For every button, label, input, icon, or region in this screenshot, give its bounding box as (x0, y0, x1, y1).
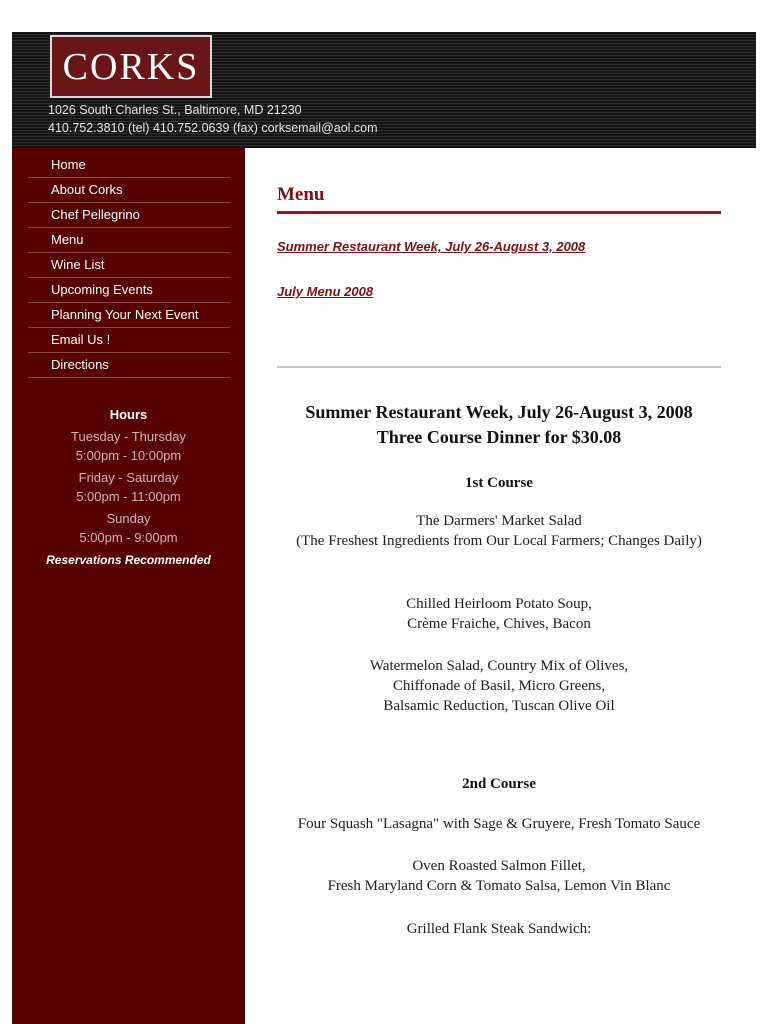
hours-days: Friday - Saturday (78, 470, 179, 485)
menu-item-line: Grilled Flank Steak Sandwich: (406, 921, 592, 937)
hours-time: 5:00pm - 9:00pm (79, 530, 178, 545)
hours-time: 5:00pm - 11:00pm (76, 489, 181, 504)
site-header (12, 32, 756, 148)
hours-title: Hours (109, 407, 148, 422)
menu-item (277, 919, 721, 939)
hours-time: 5:00pm - 10:00pm (75, 448, 182, 463)
nav-item-home[interactable]: Home (28, 153, 230, 178)
hours-section (12, 405, 245, 569)
menu-item (277, 594, 721, 634)
street-address: 1026 South Charles St., Baltimore, MD 21230 (48, 103, 302, 117)
nav-item-menu[interactable]: Menu (28, 228, 230, 253)
menu-item-line: Fresh Maryland Corn & Tomato Salsa, Lemon Vin Blanc (327, 878, 671, 894)
hours-group (12, 427, 245, 465)
course-heading: 2nd Course (462, 776, 536, 792)
menu-item-line: Four Squash "Lasagna" with Sage & Gruyere, Fresh Tomato Sauce (297, 816, 701, 832)
menu-item-line: Crème Fraiche, Chives, Bacon (407, 616, 591, 632)
july-menu-link[interactable]: July Menu 2008 (277, 284, 374, 299)
hours-group (12, 509, 245, 547)
menu-subtitle-line: Three Course Dinner for $30.08 (376, 427, 622, 447)
reservations-note: Reservations Recommended (46, 553, 211, 567)
nav-item-email-us[interactable]: Email Us ! (28, 328, 230, 353)
nav-item-planning-event[interactable]: Planning Your Next Event (28, 303, 230, 328)
hours-days: Tuesday - Thursday (71, 429, 186, 444)
section-divider (277, 366, 721, 368)
logo-text: CORKS (62, 45, 200, 88)
sidebar-nav (28, 153, 230, 378)
main-content (245, 148, 756, 1024)
menu-item-line: (The Freshest Ingredients from Our Local Farmers; Changes Daily) (296, 533, 702, 549)
menu-title-line: Summer Restaurant Week, July 26-August 3, 2008 (305, 402, 693, 422)
menu-item (277, 856, 721, 896)
menu-item-line: Chiffonade of Basil, Micro Greens, (392, 678, 606, 694)
hours-group (12, 468, 245, 506)
restaurant-week-link[interactable]: Summer Restaurant Week, July 26-August 3, 2008 (277, 239, 586, 254)
menu-item-line: Watermelon Salad, Country Mix of Olives, (369, 658, 629, 674)
heading-divider (277, 211, 721, 214)
menu-item-line: The Darmers' Market Salad (416, 513, 582, 529)
corks-logo[interactable] (50, 35, 212, 98)
contact-info: 410.752.3810 (tel) 410.752.0639 (fax) corksemail@aol.com (48, 121, 378, 135)
menu-item (277, 656, 721, 716)
page-title: Menu (277, 184, 325, 205)
menu-title (277, 400, 721, 450)
sidebar (12, 148, 245, 1024)
nav-item-upcoming-events[interactable]: Upcoming Events (28, 278, 230, 303)
nav-item-wine-list[interactable]: Wine List (28, 253, 230, 278)
nav-item-chef-pellegrino[interactable]: Chef Pellegrino (28, 203, 230, 228)
menu-item (289, 511, 709, 551)
hours-days: Sunday (106, 511, 151, 526)
nav-item-directions[interactable]: Directions (28, 353, 230, 378)
menu-item-line: Balsamic Reduction, Tuscan Olive Oil (383, 698, 615, 714)
menu-item-line: Chilled Heirloom Potato Soup, (406, 596, 592, 612)
course-heading: 1st Course (465, 475, 533, 491)
menu-item-line: Oven Roasted Salmon Fillet, (412, 858, 586, 874)
menu-item (277, 814, 721, 834)
nav-item-about-corks[interactable]: About Corks (28, 178, 230, 203)
